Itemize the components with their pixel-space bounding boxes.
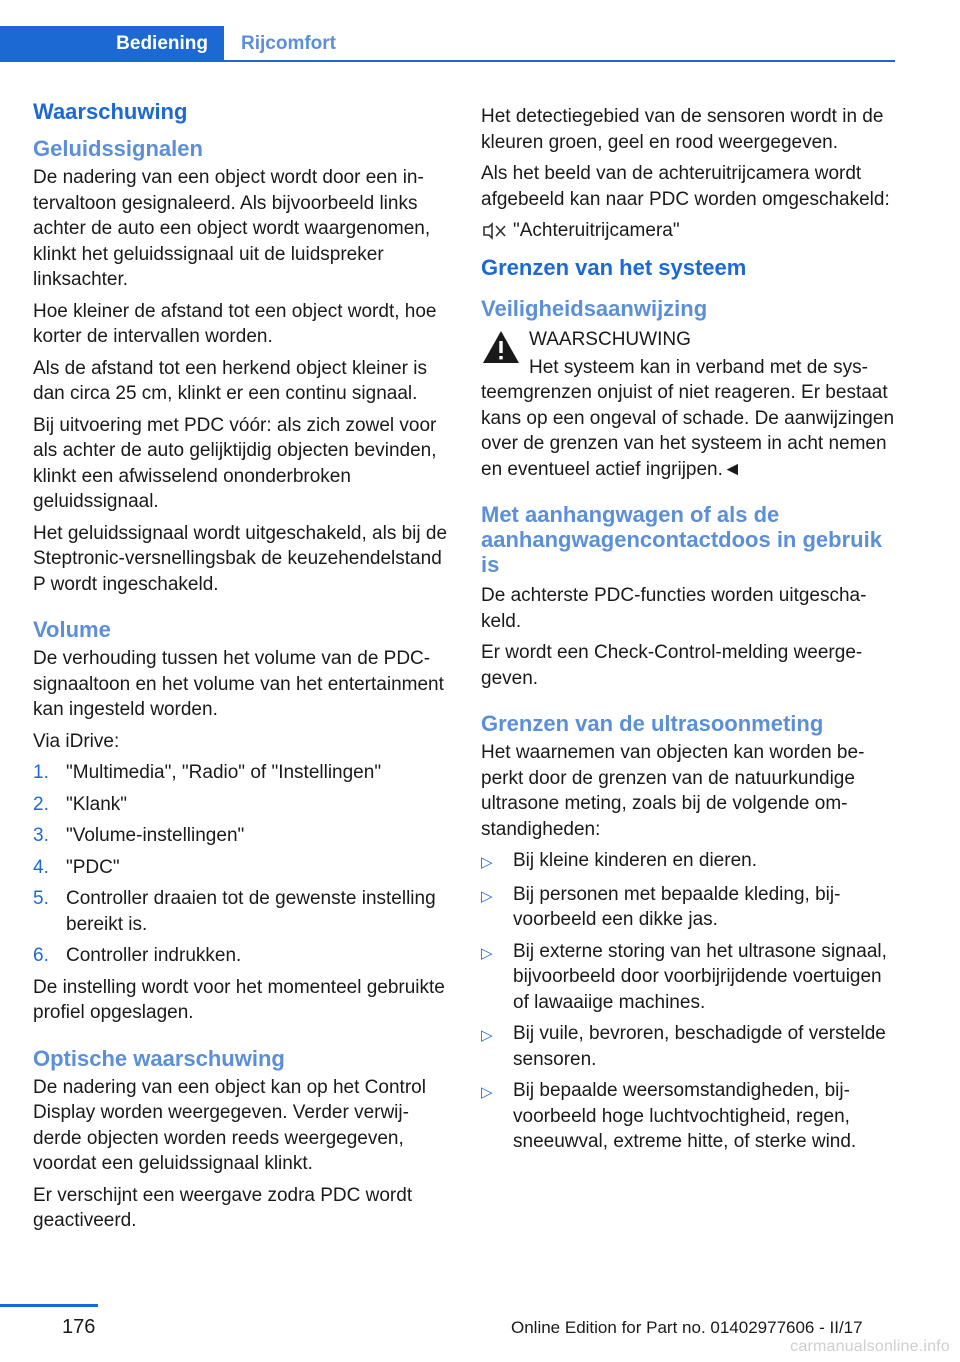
paragraph: Het geluidssignaal wordt uitgeschakeld, als bij de Steptronic-versnellingsbak de keuzehendelstand P wordt ingeschakeld. (33, 522, 448, 595)
paragraph: Via iDrive: (33, 730, 120, 752)
left-column (33, 98, 451, 1240)
list-item: 5. Controller draaien tot de gewenste instelling bereikt is. (33, 888, 436, 935)
list-item: 3. "Volume-instellingen" (33, 825, 245, 846)
paragraph: Het waarnemen van objecten kan worden beperkt door de grenzen van de natuurkundige ultrasone meting, zoals bij de volgende omstandigheden: (481, 742, 865, 840)
paragraph: De achterste PDC-functies worden uitgeschakeld. (481, 585, 867, 632)
list-item: ▷ Bij vuile, bevroren, beschadigde of verstelde sensoren. (481, 1023, 886, 1070)
edition-text: Online Edition for Part no. 01402977606 - II/17 (511, 1318, 863, 1337)
paragraph: Bij uitvoering met PDC vóór: als zich zowel voor als achter de auto gelijktijdig objecten bevinden, klinkt een afwisselend ononderbroken geluidssignaal. (33, 414, 437, 512)
page-number: 176 (62, 1316, 96, 1338)
list-item: 2. "Klank" (33, 793, 128, 815)
paragraph: Er verschijnt een weergave zodra PDC wordt geactiveerd. (33, 1184, 413, 1231)
list-item: 6. Controller indrukken. (33, 945, 242, 966)
heading-optische-waarschuwing: Optische waarschuwing (33, 1045, 285, 1071)
warning-triangle-icon (481, 329, 521, 365)
camera-label: "Achteruitrijcamera" (513, 220, 680, 242)
heading-volume: Volume (33, 617, 111, 642)
watermark[interactable]: carmanualsonline.info (790, 1338, 950, 1355)
camera-line (481, 218, 895, 244)
limitation-list (481, 848, 895, 1155)
tab-rijcomfort[interactable]: Rijcomfort (241, 33, 336, 54)
paragraph: Als de afstand tot een herkend object kleiner is dan circa 25 cm, klinkt er een continu signaal. (33, 357, 427, 404)
list-item: 1. "Multimedia", "Radio" of "Instellingen" (33, 762, 382, 783)
warning-text: Het systeem kan in verband met de systeemgrenzen onjuist of niet reageren. Er bestaat kans op een ongeval of schade. De aanwijzingen over de grenzen van het systeem in acht nemen en eventueel actief ingrijpen.◄ (481, 356, 895, 480)
heading-geluidssignalen: Geluidssignalen (33, 136, 203, 161)
paragraph: Er wordt een Check-Control-melding weergegeven. (481, 642, 863, 689)
list-item: ▷ Bij personen met bepaalde kleding, bijvoorbeeld een dikke jas. (481, 883, 841, 930)
header-bar (0, 0, 895, 62)
list-item: ▷ Bij externe storing van het ultrasone signaal, bijvoorbeeld door voorbijrijdende voertuigen of lawaaiige machines. (481, 940, 887, 1013)
heading-ultrasoonmeting: Grenzen van de ultrasoonmeting (481, 711, 824, 736)
heading-veiligheidsaanwijzing: Veiligheidsaanwijzing (481, 296, 708, 321)
paragraph: De nadering van een object kan op het Control Display worden weergegeven. Verder verwijderde objecten worden reeds weergegeven, voordat een geluidssignaal klinkt. (33, 1076, 426, 1174)
paragraph: Hoe kleiner de afstand tot een object wordt, hoe korter de intervallen worden. (33, 300, 437, 347)
paragraph: De verhouding tussen het volume van de PDC-signaaltoon en het volume van het entertainment kan ingesteld worden. (33, 648, 444, 720)
heading-waarschuwing: Waarschuwing (33, 99, 188, 124)
list-item: 4. "PDC" (33, 856, 120, 878)
paragraph: Het detectiegebied van de sensoren wordt in de kleuren groen, geel en rood weergegeven. (481, 106, 884, 153)
tab-bediening[interactable]: Bediening (0, 26, 224, 62)
reverse-camera-icon (481, 218, 511, 244)
paragraph: De instelling wordt voor het momenteel gebruikte profiel opgeslagen. (33, 976, 445, 1023)
right-column (481, 104, 895, 1161)
warning-title: WAARSCHUWING (529, 329, 691, 350)
paragraph: Als het beeld van de achteruitrijcamera wordt afgebeeld kan naar PDC worden omgeschakeld: (481, 163, 890, 210)
list-item: ▷ Bij kleine kinderen en dieren. (481, 850, 757, 871)
list-item: ▷ Bij bepaalde weersomstandigheden, bijvoorbeeld hoge luchtvochtigheid, regen, sneeuwval, extreme hitte, of sterke wind. (481, 1080, 857, 1152)
paragraph: De nadering van een object wordt door een intervaltoon gesignaleerd. Als bijvoorbeeld links achter de auto een object wordt waargenomen, klinkt het geluidssignaal uit de luidspreker linksachter. (33, 167, 431, 290)
heading-aanhangwagen: Met aanhangwagen of als de aanhangwagencontactdoos in gebruik is (481, 502, 882, 577)
warning-box (481, 327, 895, 353)
heading-grenzen-systeem: Grenzen van het systeem (481, 255, 747, 280)
idrive-steps (33, 760, 451, 969)
footer-rule (0, 1304, 98, 1307)
